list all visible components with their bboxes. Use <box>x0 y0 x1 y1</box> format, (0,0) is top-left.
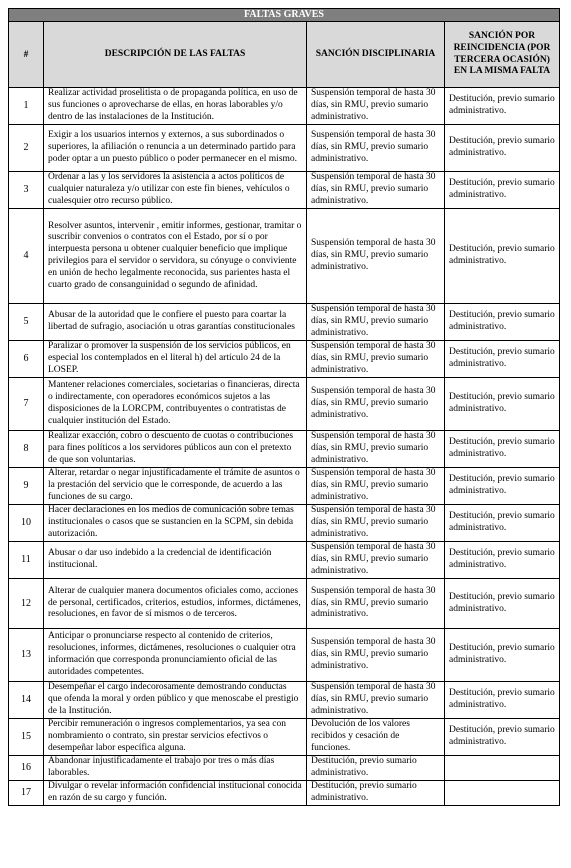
disciplinary-sanction: Suspensión temporal de hasta 30 días, sin RMU, previo sumario administrativo. <box>307 209 445 304</box>
recurrence-sanction: Destitución, previo sumario administrativo. <box>445 468 560 505</box>
fault-description: Alterar de cualquier manera documentos oficiales como, acciones de personal, certificados, criterios, estudios, informes, dictámenes, resoluciones, en favor de sí mismos o de terceros. <box>44 579 307 629</box>
disciplinary-sanction: Suspensión temporal de hasta 30 días, sin RMU, previo sumario administrativo. <box>307 378 445 431</box>
recurrence-sanction: Destitución, previo sumario administrativo. <box>445 431 560 468</box>
recurrence-sanction: Destitución, previo sumario administrativo. <box>445 378 560 431</box>
disciplinary-sanction: Suspensión temporal de hasta 30 días, sin RMU, previo sumario administrativo. <box>307 505 445 542</box>
row-number: 9 <box>9 468 44 505</box>
disciplinary-sanction: Suspensión temporal de hasta 30 días, sin RMU, previo sumario administrativo. <box>307 629 445 682</box>
recurrence-sanction: Destitución, previo sumario administrativo. <box>445 542 560 579</box>
recurrence-sanction: Destitución, previo sumario administrativo. <box>445 682 560 719</box>
fault-description: Alterar, retardar o negar injustificadamente el trámite de asuntos o la prestación del servicio que le corresponde, de acuerdo a las funciones de su cargo. <box>44 468 307 505</box>
table-row <box>9 172 560 209</box>
header-number: # <box>9 22 44 88</box>
row-number: 14 <box>9 682 44 719</box>
table-row <box>9 629 560 682</box>
row-number: 16 <box>9 756 44 781</box>
disciplinary-sanction: Devolución de los valores recibidos y cesación de funciones. <box>307 719 445 756</box>
table-row <box>9 682 560 719</box>
recurrence-sanction: Destitución, previo sumario administrativo. <box>445 304 560 341</box>
row-number: 17 <box>9 781 44 806</box>
fault-description: Paralizar o promover la suspensión de los servicios públicos, en especial los contemplados en el literal h) del artículo 24 de la LOSEP. <box>44 341 307 378</box>
row-number: 8 <box>9 431 44 468</box>
fault-description: Abandonar injustificadamente el trabajo por tres o más días laborables. <box>44 756 307 781</box>
recurrence-sanction: Destitución, previo sumario administrativo. <box>445 88 560 125</box>
fault-description: Ordenar a las y los servidores la asistencia a actos políticos de cualquier naturaleza y/o utilizar con este fin bienes, vehículos o cualesquier otro recurso público. <box>44 172 307 209</box>
fault-description: Anticipar o pronunciarse respecto al contenido de criterios, resoluciones, informes, dictámenes, resoluciones o cualquier otra información que corresponda pronunciamiento oficial de las autoridades competentes. <box>44 629 307 682</box>
fault-description: Hacer declaraciones en los medios de comunicación sobre temas institucionales o casos que se sustancien en la SCPM, sin debida autorización. <box>44 505 307 542</box>
table-row <box>9 579 560 629</box>
table-row <box>9 756 560 781</box>
disciplinary-sanction: Suspensión temporal de hasta 30 días, sin RMU, previo sumario administrativo. <box>307 304 445 341</box>
row-number: 6 <box>9 341 44 378</box>
row-number: 10 <box>9 505 44 542</box>
disciplinary-sanction: Suspensión temporal de hasta 30 días, sin RMU, previo sumario administrativo. <box>307 682 445 719</box>
header-description: DESCRIPCIÓN DE LAS FALTAS <box>44 22 307 88</box>
row-number: 12 <box>9 579 44 629</box>
recurrence-sanction: Destitución, previo sumario administrativo. <box>445 341 560 378</box>
row-number: 7 <box>9 378 44 431</box>
table-row <box>9 304 560 341</box>
row-number: 15 <box>9 719 44 756</box>
table-row <box>9 505 560 542</box>
disciplinary-sanction: Suspensión temporal de hasta 30 días, sin RMU, previo sumario administrativo. <box>307 468 445 505</box>
row-number: 2 <box>9 125 44 172</box>
fault-description: Mantener relaciones comerciales, societarias o financieras, directa o indirectamente, con operadores económicos sujetos a las disposiciones de la LORCPM, contribuyentes o contratistas de cualquier institución del Estado. <box>44 378 307 431</box>
table-row <box>9 341 560 378</box>
fault-description: Percibir remuneración o ingresos complementarios, ya sea con nombramiento o contrato, sin prestar servicios efectivos o desempeñar labor específica alguna. <box>44 719 307 756</box>
recurrence-sanction: Destitución, previo sumario administrativo. <box>445 719 560 756</box>
fault-description: Exigir a los usuarios internos y externos, a sus subordinados o superiores, la afiliación o renuncia a un determinado partido para poder optar a un puesto público o poder permanecer en el mismo. <box>44 125 307 172</box>
disciplinary-sanction: Destitución, previo sumario administrativo. <box>307 781 445 806</box>
recurrence-sanction: Destitución, previo sumario administrativo. <box>445 505 560 542</box>
disciplinary-sanction: Suspensión temporal de hasta 30 días, sin RMU, previo sumario administrativo. <box>307 172 445 209</box>
row-number: 5 <box>9 304 44 341</box>
disciplinary-sanction: Suspensión temporal de hasta 30 días, sin RMU, previo sumario administrativo. <box>307 88 445 125</box>
faltas-graves-table <box>8 8 560 806</box>
recurrence-sanction: Destitución, previo sumario administrativo. <box>445 629 560 682</box>
recurrence-sanction: Destitución, previo sumario administrativo. <box>445 209 560 304</box>
table-row <box>9 542 560 579</box>
recurrence-sanction: Destitución, previo sumario administrativo. <box>445 125 560 172</box>
row-number: 1 <box>9 88 44 125</box>
row-number: 11 <box>9 542 44 579</box>
fault-description: Abusar o dar uso indebido a la credencial de identificación institucional. <box>44 542 307 579</box>
table-title: FALTAS GRAVES <box>9 9 560 22</box>
recurrence-sanction <box>445 756 560 781</box>
fault-description: Abusar de la autoridad que le confiere el puesto para coartar la libertad de sufragio, asociación u otras garantías constitucionales <box>44 304 307 341</box>
table-row <box>9 88 560 125</box>
row-number: 3 <box>9 172 44 209</box>
table-row <box>9 378 560 431</box>
table-row <box>9 209 560 304</box>
row-number: 4 <box>9 209 44 304</box>
fault-description: Resolver asuntos, intervenir , emitir informes, gestionar, tramitar o suscribir convenios o contratos con el Estado, por sí o por interpuesta persona u obtener cualquier beneficio que implique privilegios para el servidor o servidora, su cónyuge o conviviente en unión de hecho legalmente reconocida, sus parientes hasta el cuarto grado de consanguinidad o segundo de afinidad. <box>44 209 307 304</box>
row-number: 13 <box>9 629 44 682</box>
table-body <box>9 88 560 806</box>
recurrence-sanction: Destitución, previo sumario administrativo. <box>445 579 560 629</box>
fault-description: Divulgar o revelar información confidencial institucional conocida en razón de su cargo y función. <box>44 781 307 806</box>
disciplinary-sanction: Suspensión temporal de hasta 30 días, sin RMU, previo sumario administrativo. <box>307 431 445 468</box>
disciplinary-sanction: Suspensión temporal de hasta 30 días, sin RMU, previo sumario administrativo. <box>307 579 445 629</box>
disciplinary-sanction: Suspensión temporal de hasta 30 días, sin RMU, previo sumario administrativo. <box>307 542 445 579</box>
header-recurrence: SANCIÓN POR REINCIDENCIA (POR TERCERA OCASIÓN) EN LA MISMA FALTA <box>445 22 560 88</box>
table-row <box>9 125 560 172</box>
disciplinary-sanction: Suspensión temporal de hasta 30 días, sin RMU, previo sumario administrativo. <box>307 125 445 172</box>
fault-description: Realizar actividad proselitista o de propaganda política, en uso de sus funciones o aprovecharse de ellas, en horas laborables y/o dentro de las instalaciones de la Institución. <box>44 88 307 125</box>
recurrence-sanction <box>445 781 560 806</box>
disciplinary-sanction: Suspensión temporal de hasta 30 días, sin RMU, previo sumario administrativo. <box>307 341 445 378</box>
fault-description: Realizar exacción, cobro o descuento de cuotas o contribuciones para fines políticos a los servidores públicos aun con el pretexto de que son voluntarias. <box>44 431 307 468</box>
table-row <box>9 468 560 505</box>
disciplinary-sanction: Destitución, previo sumario administrativo. <box>307 756 445 781</box>
header-sanction: SANCIÓN DISCIPLINARIA <box>307 22 445 88</box>
table-row <box>9 719 560 756</box>
table-row <box>9 781 560 806</box>
table-row <box>9 431 560 468</box>
recurrence-sanction: Destitución, previo sumario administrativo. <box>445 172 560 209</box>
fault-description: Desempeñar el cargo indecorosamente demostrando conductas que ofenda la moral y orden público y que menoscabe el prestigio de la Institución. <box>44 682 307 719</box>
